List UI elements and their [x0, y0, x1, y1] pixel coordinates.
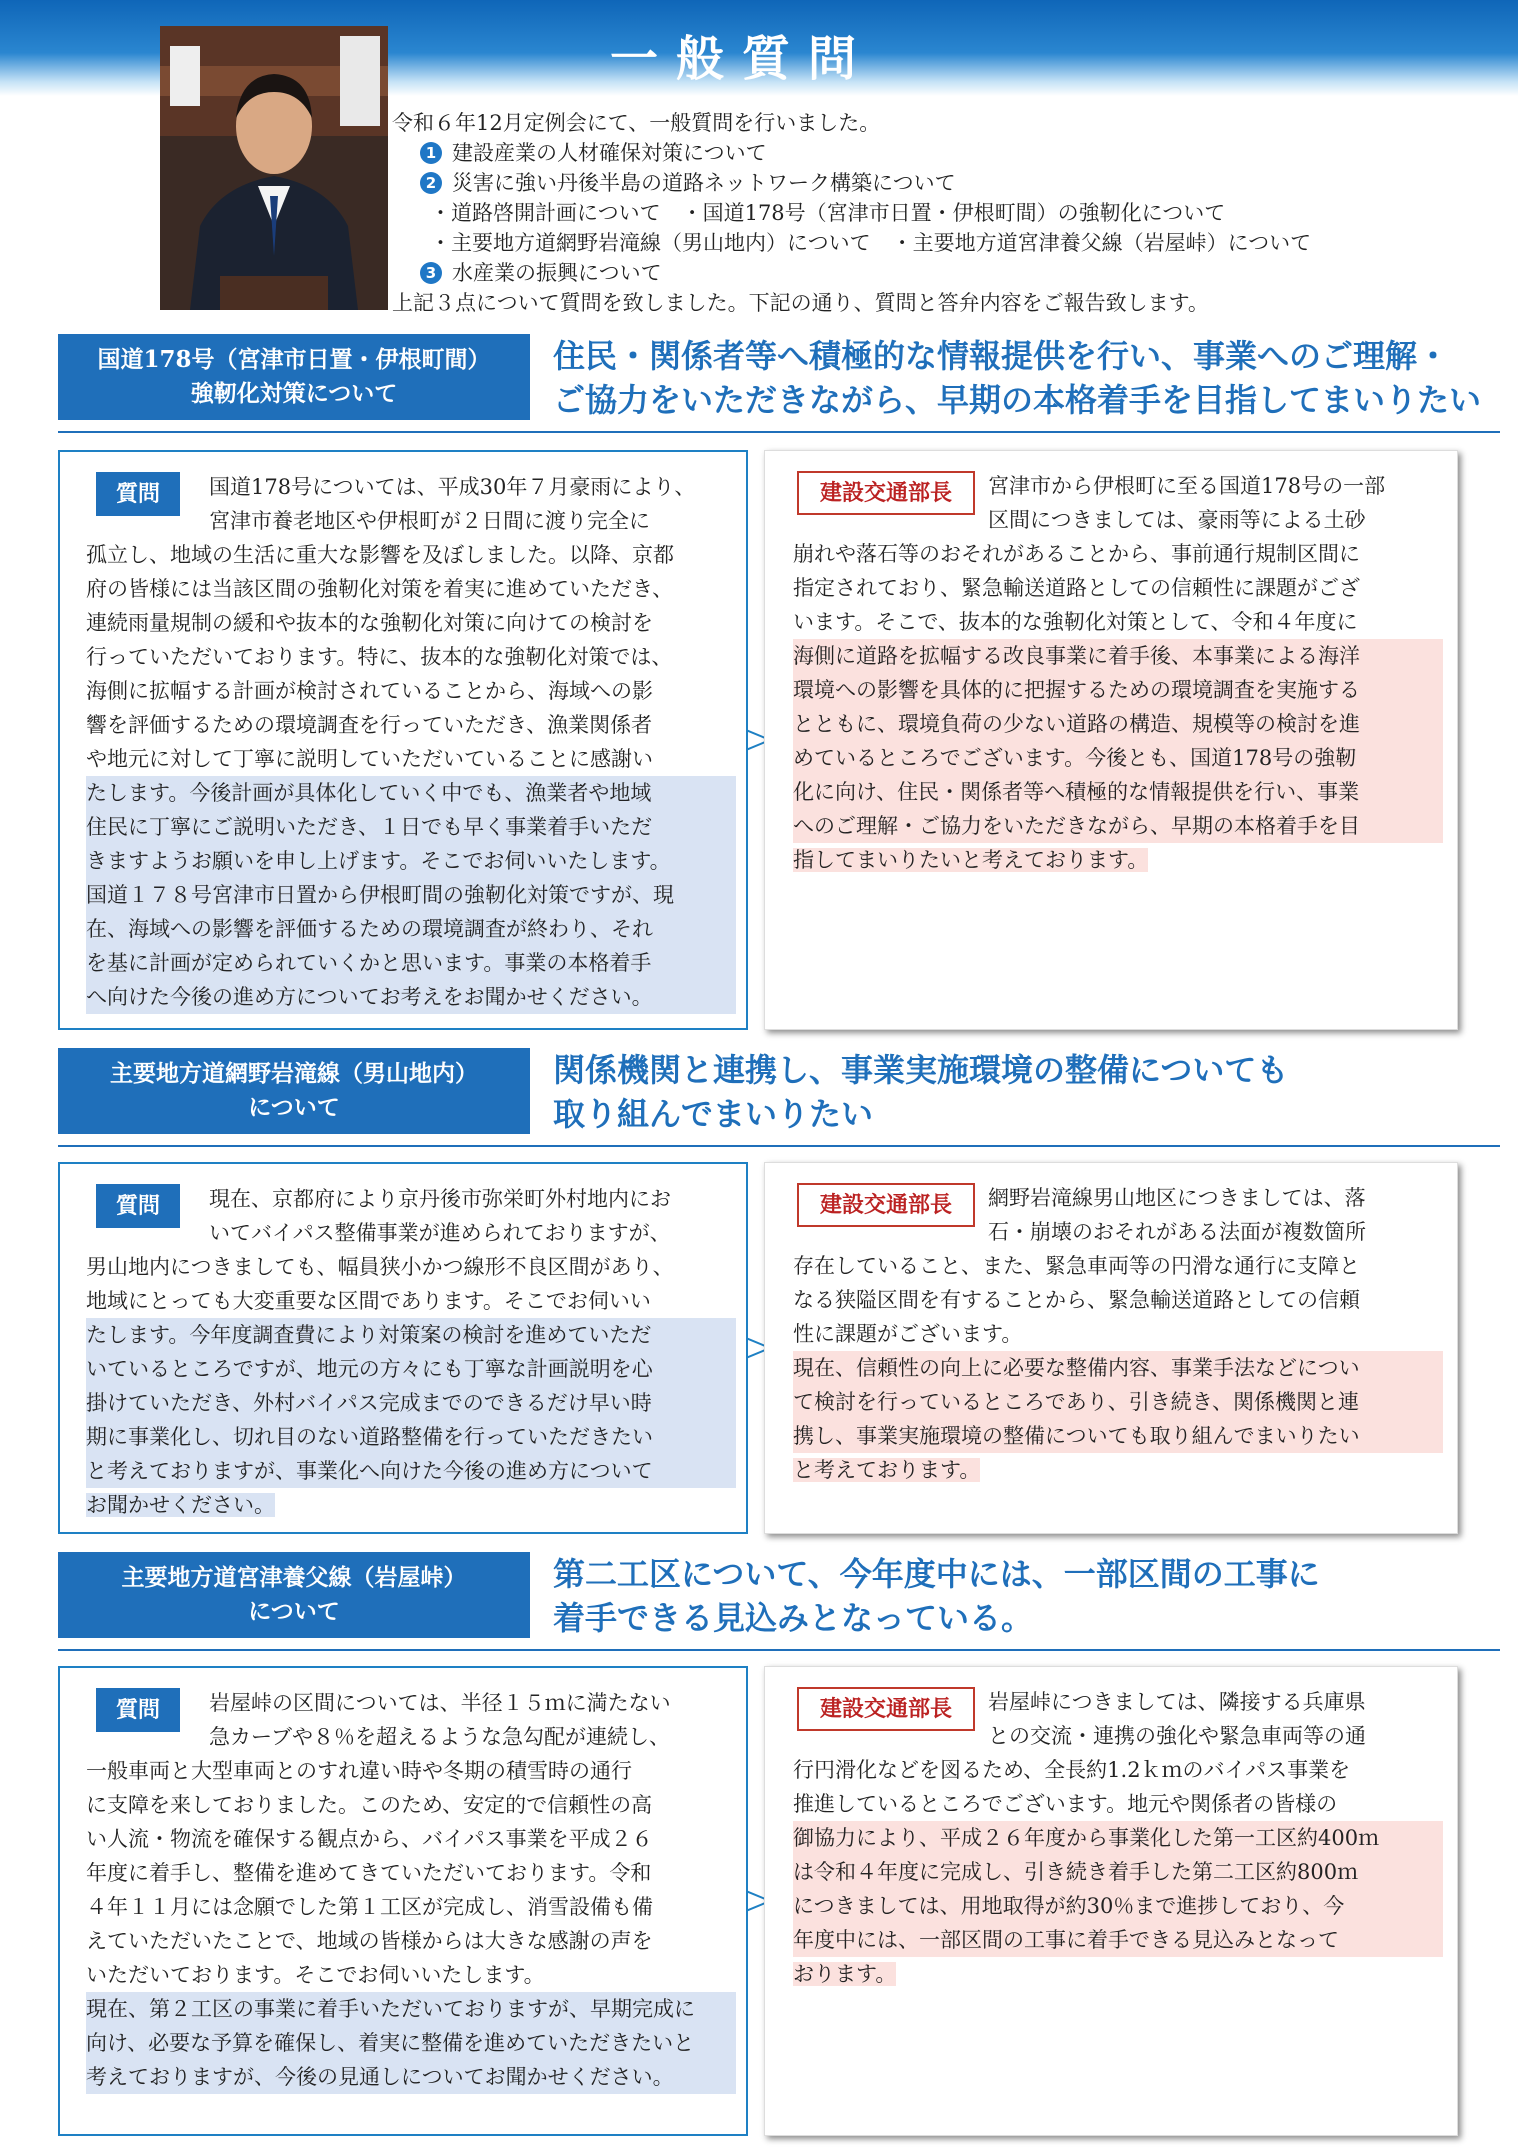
text-line: 性に課題がございます。 — [793, 1322, 1023, 1346]
highlighted-span: 指してまいりたいと考えております。 — [793, 848, 1149, 872]
section-divider — [58, 431, 1500, 433]
text-line-highlighted — [86, 1488, 736, 1522]
answer-box — [764, 1666, 1458, 2136]
text-line-highlighted: たします。今後計画が具体化していく中でも、漁業者や地域 — [86, 776, 736, 810]
intro-subitem: ・主要地方道網野岩滝線（男山地内）について ・主要地方道宮津養父線（岩屋峠）について — [430, 231, 1312, 255]
text-line-highlighted: 在、海域への影響を評価するための環境調査が終わり、それ — [86, 912, 736, 946]
question-text — [86, 470, 736, 1014]
text-line-highlighted: 海側に道路を拡幅する改良事業に着手後、本事業による海洋 — [793, 639, 1443, 673]
answer-tag: 建設交通部長 — [797, 1687, 975, 1731]
text-line: 急カーブや８％を超えるような急勾配が連続し、 — [209, 1725, 670, 1749]
intro-line: 災害に強い丹後半島の道路ネットワーク構築について — [452, 171, 956, 195]
text-line: い人流・物流を確保する観点から、バイパス事業を平成２６ — [86, 1827, 653, 1851]
text-line: 海側に拡幅する計画が検討されていることから、海域への影 — [86, 679, 653, 703]
text-line-highlighted: へ向けた今後の進め方についてお考えをお聞かせください。 — [86, 980, 736, 1014]
intro-item — [392, 258, 1502, 288]
question-tag: 質問 — [96, 472, 180, 516]
section-label-line: 国道178号（宮津市日置・伊根町間） — [97, 346, 491, 373]
text-line: ４年１１月には念願でした第１工区が完成し、消雪設備も備 — [86, 1895, 653, 1919]
page-title: 一般質問 — [610, 31, 875, 87]
section-label-line: 主要地方道網野岩滝線（男山地内） — [110, 1060, 478, 1087]
number-badge-2: 2 — [420, 172, 442, 194]
text-line: 崩れや落石等のおそれがあることから、事前通行規制区間に — [793, 542, 1360, 566]
text-line-highlighted: たします。今年度調査費により対策案の検討を進めていただ — [86, 1318, 736, 1352]
text-line-highlighted: 年度中には、一部区間の工事に着手できる見込みとなって — [793, 1923, 1443, 1957]
section-divider — [58, 1145, 1500, 1147]
text-line-highlighted: につきましては、用地取得が約30％まで進捗しており、今 — [793, 1889, 1443, 1923]
section-headline — [553, 1552, 1320, 1640]
text-line: 男山地内につきましても、幅員狭小かつ線形不良区間があり、 — [86, 1255, 674, 1279]
section-headline — [553, 1048, 1288, 1136]
text-line: 孤立し、地域の生活に重大な影響を及ぼしました。以降、京都 — [86, 543, 674, 567]
headline-line: 住民・関係者等へ積極的な情報提供を行い、事業へのご理解・ — [553, 337, 1450, 375]
text-line-highlighted: 掛けていただき、外村バイパス完成までのできるだけ早い時 — [86, 1386, 736, 1420]
text-line: 国道178号については、平成30年７月豪雨により、 — [209, 475, 696, 499]
text-line-highlighted — [793, 843, 1443, 877]
text-line: 網野岩滝線男山地区につきましては、落 — [988, 1186, 1366, 1210]
text-line: 一般車両と大型車両とのすれ違い時や冬期の積雪時の通行 — [86, 1759, 632, 1783]
text-line-highlighted: 携し、事業実施環境の整備についても取り組んでまいりたい — [793, 1419, 1443, 1453]
text-line: 岩屋峠につきましては、隣接する兵庫県 — [988, 1690, 1366, 1714]
question-tag: 質問 — [96, 1184, 180, 1228]
section-label — [58, 1552, 530, 1638]
text-line-highlighted: と考えておりますが、事業化へ向けた今後の進め方について — [86, 1454, 736, 1488]
text-line: 年度に着手し、整備を進めてきていただいております。令和 — [86, 1861, 652, 1885]
text-line-highlighted: は令和４年度に完成し、引き続き着手した第二工区約800ｍ — [793, 1855, 1443, 1889]
text-line: 宮津市養老地区や伊根町が２日間に渡り完全に — [209, 509, 650, 533]
text-line-highlighted: とともに、環境負荷の少ない道路の構造、規模等の検討を進 — [793, 707, 1443, 741]
text-line: 連続雨量規制の緩和や抜本的な強靭化対策に向けての検討を — [86, 611, 653, 635]
text-line-highlighted: 住民に丁寧にご説明いただき、１日でも早く事業着手いただ — [86, 810, 736, 844]
text-line: います。そこで、抜本的な強靭化対策として、令和４年度に — [793, 610, 1358, 634]
text-line: 石・崩壊のおそれがある法面が複数箇所 — [988, 1220, 1366, 1244]
text-line-highlighted — [793, 1453, 1443, 1487]
text-line-highlighted: 考えておりますが、今後の見通しについてお聞かせください。 — [86, 2060, 736, 2094]
intro-text — [392, 108, 1502, 318]
section-label-line: 主要地方道宮津養父線（岩屋峠） — [121, 1564, 467, 1591]
answer-text — [793, 1685, 1443, 1991]
text-line-highlighted: 現在、信頼性の向上に必要な整備内容、事業手法などについ — [793, 1351, 1443, 1385]
answer-box — [764, 450, 1458, 1030]
text-line: いただいております。そこでお伺いいたします。 — [86, 1963, 545, 1987]
text-line-highlighted: を基に計画が定められていくかと思います。事業の本格着手 — [86, 946, 736, 980]
question-box — [58, 1666, 748, 2136]
highlighted-span: と考えております。 — [793, 1458, 981, 1482]
section-label-line: について — [248, 1598, 340, 1625]
text-line-highlighted: きますようお願いを申し上げます。そこでお伺いいたします。 — [86, 844, 736, 878]
text-line-highlighted: 現在、第２工区の事業に着手いただいておりますが、早期完成に — [86, 1992, 736, 2026]
answer-text — [793, 1181, 1443, 1487]
text-line: いてバイパス整備事業が進められておりますが、 — [209, 1221, 671, 1245]
text-line-highlighted: 化に向け、住民・関係者等へ積極的な情報提供を行い、事業 — [793, 775, 1443, 809]
text-line: 府の皆様には当該区間の強靭化対策を着実に進めていただき、 — [86, 577, 674, 601]
intro-item — [392, 168, 1502, 198]
text-line: 区間につきましては、豪雨等による土砂 — [988, 508, 1366, 532]
number-badge-3: 3 — [420, 262, 442, 284]
headline-line: 第二工区について、今年度中には、一部区間の工事に — [553, 1555, 1320, 1593]
text-line: 推進しているところでございます。地元や関係者の皆様の — [793, 1792, 1338, 1816]
answer-tag: 建設交通部長 — [797, 1183, 975, 1227]
headline-line: ご協力をいただきながら、早期の本格着手を目指してまいりたい — [553, 381, 1482, 419]
text-line-highlighted: めているところでございます。今後とも、国道178号の強靭 — [793, 741, 1443, 775]
text-line-highlighted: いているところですが、地元の方々にも丁寧な計画説明を心 — [86, 1352, 736, 1386]
section-label — [58, 334, 530, 420]
section-divider — [58, 1649, 1500, 1651]
text-line-highlighted: て検討を行っているところであり、引き続き、関係機関と連 — [793, 1385, 1443, 1419]
question-box — [58, 1162, 748, 1534]
section-headline — [553, 334, 1481, 422]
text-line: 存在していること、また、緊急車両等の円滑な通行に支障と — [793, 1254, 1360, 1278]
text-line: 現在、京都府により京丹後市弥栄町外村地内にお — [209, 1187, 671, 1211]
headline-line: 取り組んでまいりたい — [553, 1095, 874, 1133]
text-line-highlighted: 御協力により、平成２６年度から事業化した第一工区約400ｍ — [793, 1821, 1443, 1855]
intro-line: 令和６年12月定例会にて、一般質問を行いました。 — [392, 111, 881, 135]
text-line: なる狭隘区間を有することから、緊急輸送道路としての信頼 — [793, 1288, 1360, 1312]
text-line: 響を評価するための環境調査を行っていただき、漁業関係者 — [86, 713, 653, 737]
speaker-portrait-illustration — [160, 26, 388, 310]
headline-line: 着手できる見込みとなっている。 — [553, 1599, 1034, 1637]
text-line: 宮津市から伊根町に至る国道178号の一部 — [988, 474, 1386, 498]
highlighted-span: おります。 — [793, 1962, 897, 1986]
intro-line: 上記３点について質問を致しました。下記の通り、質問と答弁内容をご報告致します。 — [392, 291, 1209, 315]
text-line-highlighted: 環境への影響を具体的に把握するための環境調査を実施する — [793, 673, 1443, 707]
question-text — [86, 1182, 736, 1522]
text-line-highlighted: 向け、必要な予算を確保し、着実に整備を進めていただきたいと — [86, 2026, 736, 2060]
text-line: に支障を来しておりました。このため、安定的で信頼性の高 — [86, 1793, 653, 1817]
number-badge-1: 1 — [420, 142, 442, 164]
intro-item — [392, 138, 1502, 168]
intro-subitem: ・道路啓開計画について ・国道178号（宮津市日置・伊根町間）の強靭化について — [430, 201, 1226, 225]
text-line: 行円滑化などを図るため、全長約1.2ｋｍのバイパス事業を — [793, 1758, 1351, 1782]
text-line: えていただいたことで、地域の皆様からは大きな感謝の声を — [86, 1929, 653, 1953]
intro-line: 水産業の振興について — [452, 261, 662, 285]
text-line: との交流・連携の強化や緊急車両等の通 — [988, 1724, 1366, 1748]
text-line-highlighted: 国道１７８号宮津市日置から伊根町間の強靭化対策ですが、現 — [86, 878, 736, 912]
answer-box — [764, 1162, 1458, 1534]
text-line-highlighted — [793, 1957, 1443, 1991]
section-label — [58, 1048, 530, 1134]
text-line: 指定されており、緊急輸送道路としての信頼性に課題がござ — [793, 576, 1360, 600]
section-label-line: について — [248, 1094, 340, 1121]
question-box — [58, 450, 748, 1030]
speaker-photo — [160, 26, 388, 310]
text-line: 行っていただいております。特に、抜本的な強靭化対策では、 — [86, 645, 673, 669]
headline-line: 関係機関と連携し、事業実施環境の整備についても — [553, 1051, 1289, 1089]
answer-tag: 建設交通部長 — [797, 471, 975, 515]
intro-line: 建設産業の人材確保対策について — [452, 141, 767, 165]
text-line-highlighted: 期に事業化し、切れ目のない道路整備を行っていただきたい — [86, 1420, 736, 1454]
highlighted-span: お聞かせください。 — [86, 1493, 275, 1517]
answer-text — [793, 469, 1443, 877]
text-line: 地域にとっても大変重要な区間であります。そこでお伺いい — [86, 1289, 651, 1313]
question-tag: 質問 — [96, 1688, 180, 1732]
text-line: や地元に対して丁寧に説明していただいていることに感謝い — [86, 747, 653, 771]
text-line: 岩屋峠の区間については、半径１５ｍに満たない — [209, 1691, 671, 1715]
text-line-highlighted: へのご理解・ご協力をいただきながら、早期の本格着手を目 — [793, 809, 1443, 843]
section-label-line: 強靭化対策について — [190, 380, 398, 407]
question-text — [86, 1686, 736, 2094]
